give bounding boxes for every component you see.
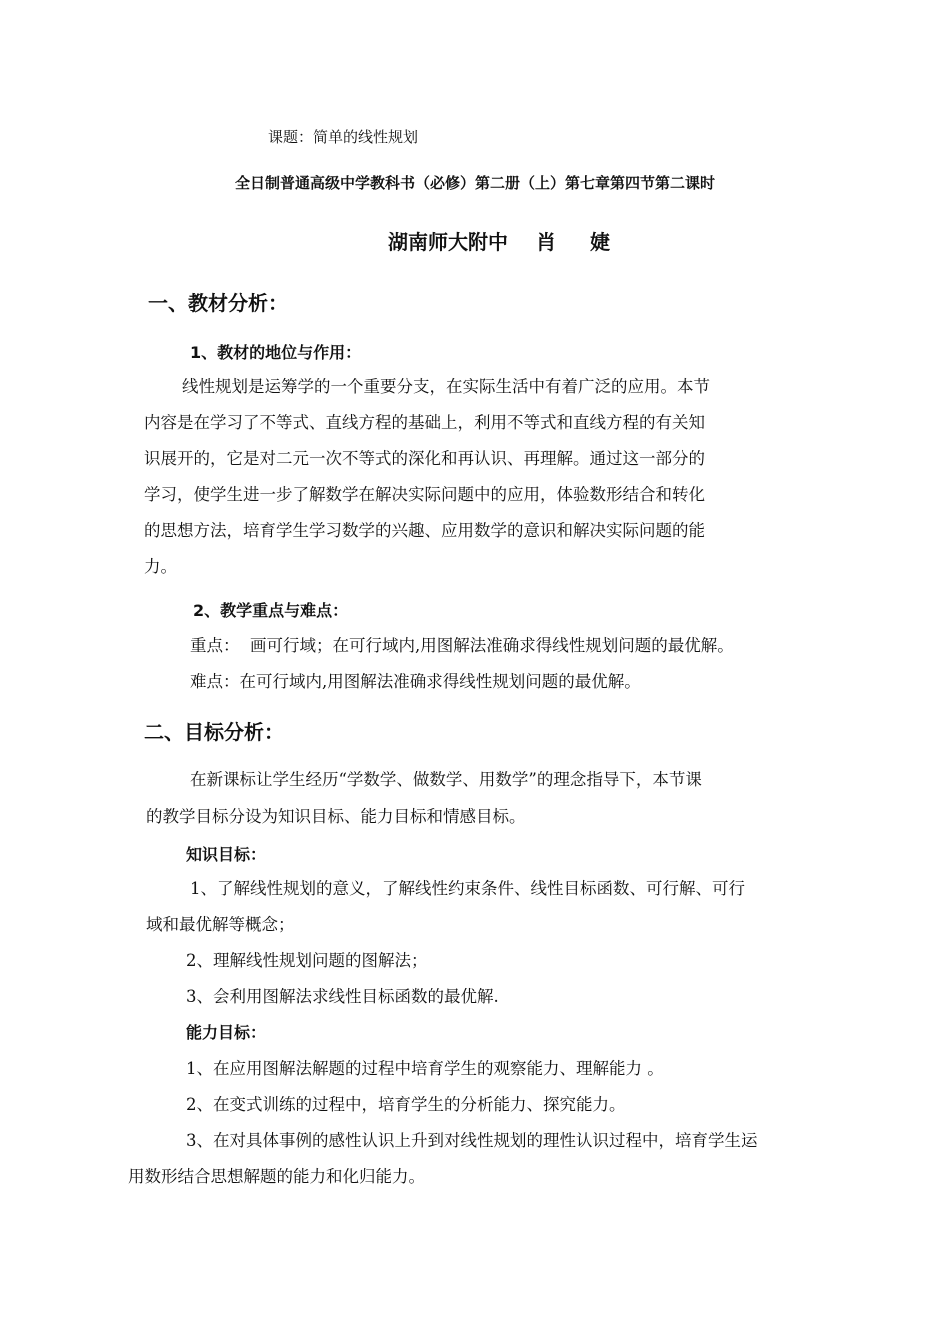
difficulty-text: 难点：在可行域内,用图解法准确求得线性规划问题的最优解。: [190, 672, 641, 691]
subheading-key-difficult-points: 2、教学重点与难点：: [193, 601, 349, 620]
textbook-subtitle: 全日制普通高级中学教科书（必修）第二册（上）第七章第四节第二课时: [234, 174, 715, 192]
section-heading-goal-analysis: 二、目标分析：: [144, 720, 284, 744]
section-heading-textbook-analysis: 一、教材分析：: [148, 291, 288, 315]
paragraph-line: 线性规划是运筹学的一个重要分支，在实际生活中有着广泛的应用。本节: [182, 377, 710, 396]
ability-goal-item: 3、在对具体事例的感性认识上升到对线性规划的理性认识过程中，培育学生运: [186, 1131, 758, 1150]
lesson-topic: 课题：简单的线性规划: [268, 128, 419, 146]
ability-goal-item: 2、在变式训练的过程中，培育学生的分析能力、探究能力。: [186, 1095, 626, 1114]
subheading-knowledge-goals: 知识目标：: [186, 845, 267, 864]
ability-goal-item: 1、在应用图解法解题的过程中培育学生的观察能力、理解能力 。: [186, 1059, 664, 1078]
paragraph-line: 的思想方法，培育学生学习数学的兴趣、应用数学的意识和解决实际问题的能: [144, 521, 705, 540]
knowledge-goal-item: 域和最优解等概念；: [146, 915, 295, 934]
paragraph-line: 在新课标让学生经历“学数学、做数学、用数学”的理念指导下，本节课: [190, 770, 702, 789]
knowledge-goal-item: 1、了解线性规划的意义，了解线性约束条件、线性目标函数、可行解、可行: [190, 879, 745, 898]
paragraph-line: 的教学目标分设为知识目标、能力目标和情感目标。: [146, 807, 526, 826]
knowledge-goal-item: 2、理解线性规划问题的图解法；: [186, 951, 428, 970]
subheading-ability-goals: 能力目标：: [186, 1023, 267, 1042]
key-point-text: 重点： 画可行域；在可行域内,用图解法准确求得线性规划问题的最优解。: [190, 636, 734, 655]
knowledge-goal-item: 3、会利用图解法求线性目标函数的最优解.: [186, 987, 499, 1006]
author-surname: 肖: [536, 230, 556, 254]
school-name: 湖南师大附中: [388, 230, 508, 254]
paragraph-line: 内容是在学习了不等式、直线方程的基础上，利用不等式和直线方程的有关知: [144, 413, 705, 432]
paragraph-line: 力。: [144, 557, 177, 576]
paragraph-line: 学习，使学生进一步了解数学在解决实际问题中的应用，体验数形结合和转化: [144, 485, 705, 504]
author-line: [388, 226, 610, 255]
paragraph-line: 识展开的，它是对二元一次不等式的深化和再认识、再理解。通过这一部分的: [144, 449, 705, 468]
subheading-position-role: 1、教材的地位与作用：: [190, 343, 362, 362]
author-given-name: 婕: [590, 230, 610, 254]
ability-goal-item: 用数形结合思想解题的能力和化归能力。: [128, 1167, 425, 1186]
